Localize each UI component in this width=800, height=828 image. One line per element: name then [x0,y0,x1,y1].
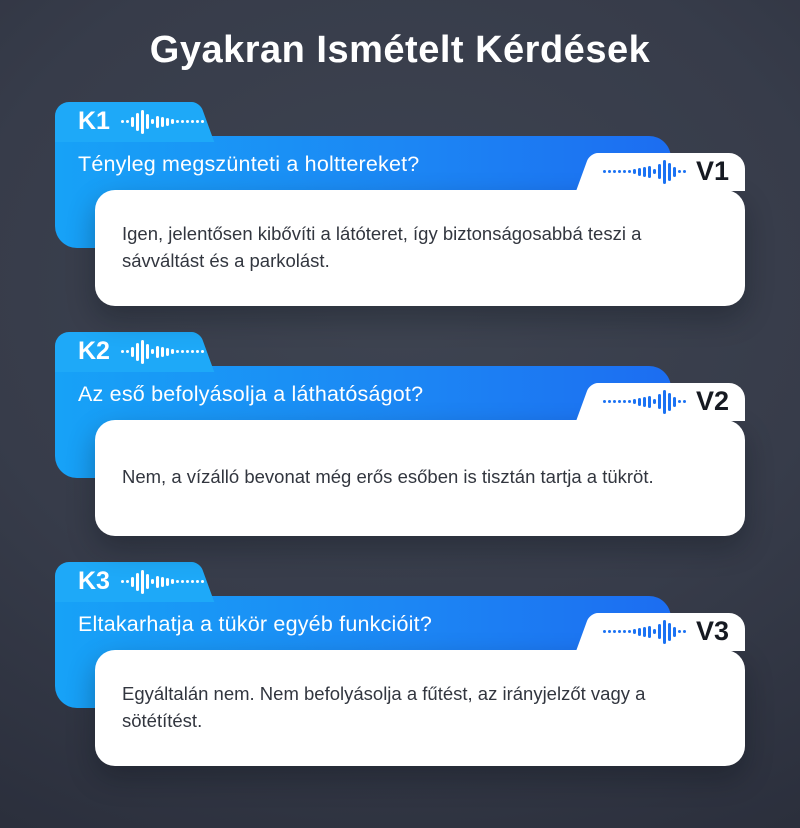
faq-block [55,332,745,536]
question-text: Az eső befolyásolja a láthatóságot? [78,381,424,406]
question-tab-label: K2 [78,337,110,366]
question-tab [55,332,193,372]
faq-block [55,562,745,766]
answer-text: Nem, a vízálló bevonat még erős esőben is tisztán tartja a tükröt. [122,466,654,488]
answer-tab [595,383,745,421]
answer-tab [595,153,745,191]
waveform-icon [603,390,686,414]
answer-tab-label: V2 [695,386,729,417]
question-tab [55,562,193,602]
waveform-icon [121,110,204,134]
question-tab-label: K3 [78,567,110,596]
faq-block [55,102,745,306]
waveform-icon [121,340,204,364]
question-text: Tényleg megszünteti a holttereket? [78,151,420,176]
answer-tab-label: V3 [695,616,729,647]
answer-tab [595,613,745,651]
question-tab-label: K1 [78,107,110,136]
waveform-icon [603,620,686,644]
waveform-icon [121,570,204,594]
answer-text: Egyáltalán nem. Nem befolyásolja a fűtést, az irányjelzőt vagy a sötétítést. [122,683,646,731]
answer-tab-label: V1 [695,156,729,187]
question-text: Eltakarhatja a tükör egyéb funkcióit? [78,611,432,636]
page-title: Gyakran Ismételt Kérdések [149,29,651,71]
question-tab [55,102,193,142]
answer-text: Igen, jelentősen kibővíti a látóteret, így biztonságosabbá teszi a sávváltást és a parkolást. [122,223,642,271]
faq-list [0,102,800,766]
waveform-icon [603,160,686,184]
